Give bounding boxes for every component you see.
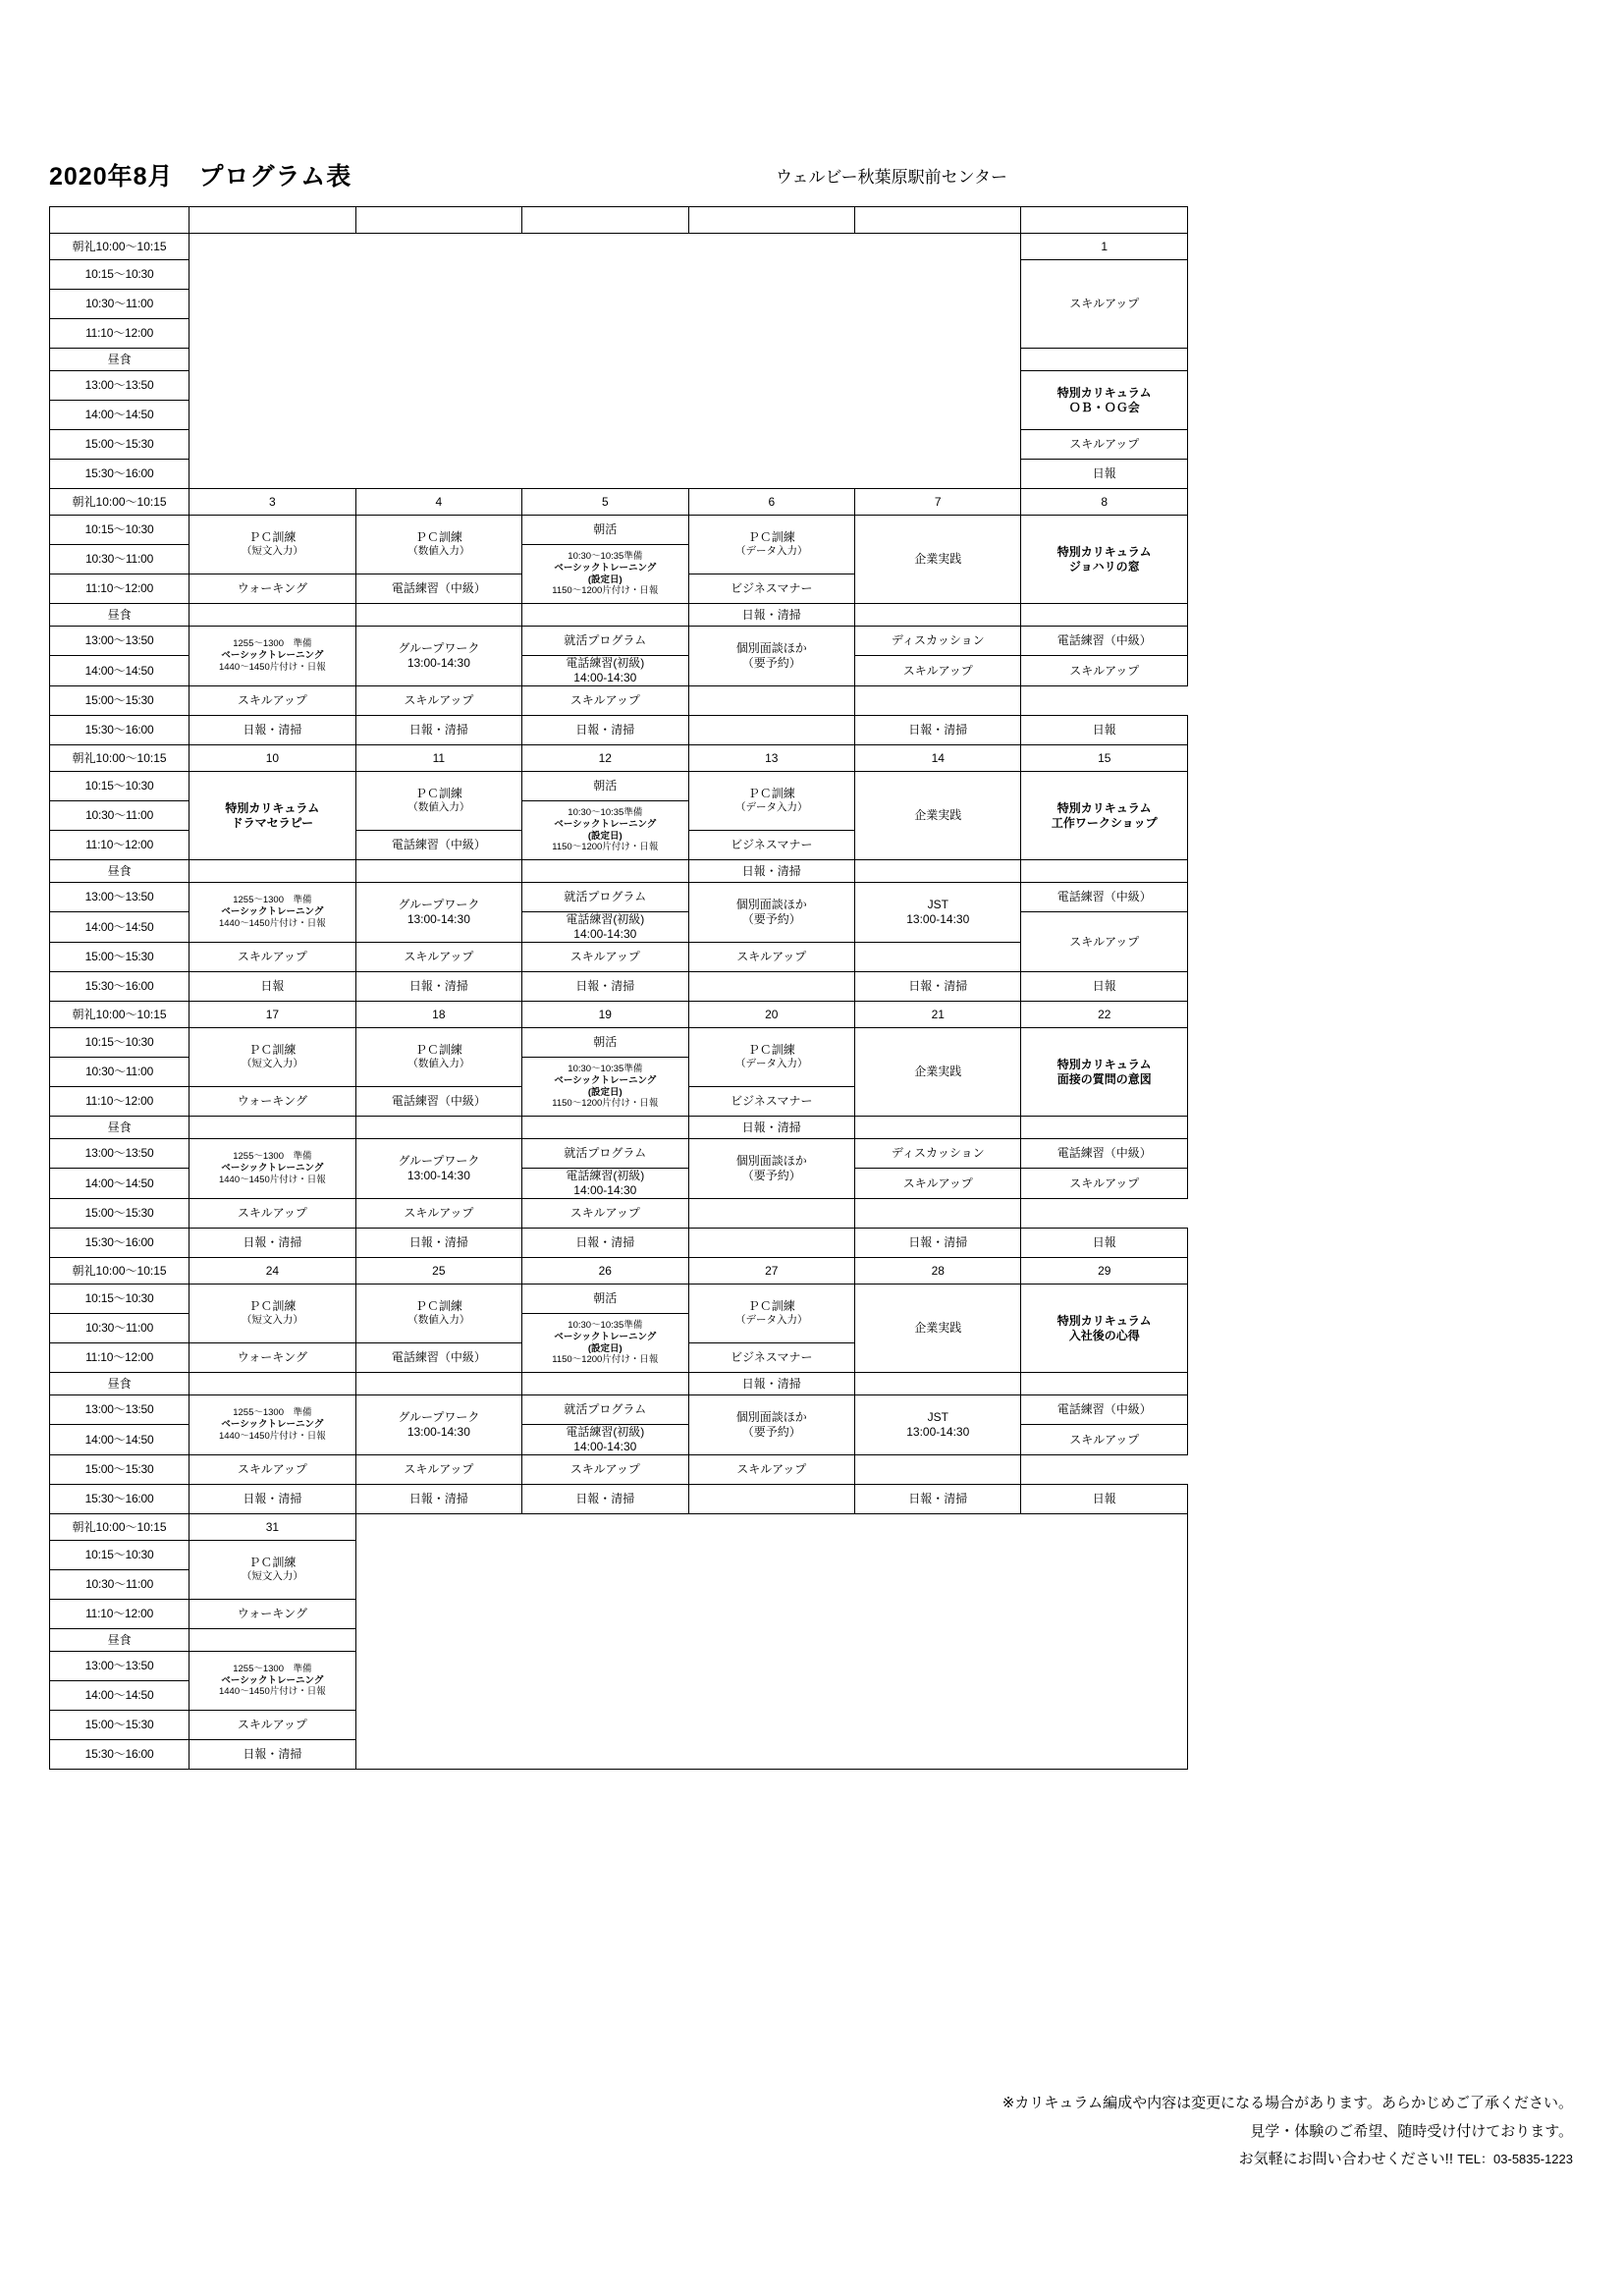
day-cell-20: 20 xyxy=(688,1002,854,1028)
week-3-daynum-row xyxy=(50,745,1188,772)
cell-wed-shukatsu: 就活プログラム xyxy=(522,1139,688,1169)
cell-mon-pc: ＰＣ訓練 （短文入力） xyxy=(189,1541,355,1600)
time-label: 15:00〜15:30 xyxy=(50,686,189,716)
cell-tue-skill: スキルアップ xyxy=(355,1199,521,1229)
row xyxy=(50,1229,1188,1258)
cell-mon-lunch xyxy=(189,1373,355,1395)
cell-tue-pc: ＰＣ訓練 （数値入力） xyxy=(355,516,521,574)
cell-fri-nippo: 日報・清掃 xyxy=(855,716,1021,745)
table-header-row xyxy=(50,207,1188,234)
lunch-label: 昼食 xyxy=(50,604,189,627)
cell-wed-asakatsu: 朝活 xyxy=(522,1028,688,1058)
cell-sat-tokubetsu: 特別カリキュラム ジョハリの窓 xyxy=(1021,516,1188,604)
row xyxy=(50,772,1188,801)
cell-mon-walking: ウォーキング xyxy=(189,574,355,604)
cell-sat-lunch xyxy=(1021,1117,1188,1139)
cell-thu-nippo xyxy=(688,972,854,1002)
cell-tue-lunch xyxy=(355,860,521,883)
day-cell-19: 19 xyxy=(522,1002,688,1028)
day-cell-3: 3 xyxy=(189,489,355,516)
cell-tue-tel: 電話練習（中級） xyxy=(355,1343,521,1373)
cell-wed-asakatsu: 朝活 xyxy=(522,1285,688,1314)
cell-wed-lunch xyxy=(522,860,688,883)
cell-sat-tel: 電話練習（中級） xyxy=(1021,883,1188,912)
time-label: 15:30〜16:00 xyxy=(50,460,189,489)
day-cell-5: 5 xyxy=(522,489,688,516)
cell-thu-kobetsu: 個別面談ほか （要予約） xyxy=(688,1139,854,1199)
cell-mon-walking: ウォーキング xyxy=(189,1343,355,1373)
cell-fri-lunch xyxy=(855,860,1021,883)
cell-thu-manner: ビジネスマナー xyxy=(688,1087,854,1117)
cell-wed-asakatsu: 朝活 xyxy=(522,772,688,801)
cell-fri-skill: スキルアップ xyxy=(855,656,1021,686)
cell-tue-skill: スキルアップ xyxy=(355,943,521,972)
time-label: 15:00〜15:30 xyxy=(50,1199,189,1229)
cell-fri-skill: スキルアップ xyxy=(688,943,854,972)
time-label: 15:00〜15:30 xyxy=(50,943,189,972)
time-label: 14:00〜14:50 xyxy=(50,1169,189,1199)
cell-wed-skill: スキルアップ xyxy=(522,686,688,716)
cell-fri-kigyou: 企業実践 xyxy=(855,772,1021,860)
cell-tue-nippo: 日報・清掃 xyxy=(355,1485,521,1514)
day-cell-26: 26 xyxy=(522,1258,688,1285)
cell-tue-group: グループワーク 13:00-14:30 xyxy=(355,1139,521,1199)
day-cell-27: 27 xyxy=(688,1258,854,1285)
row xyxy=(50,1117,1188,1139)
cell-fri-nippo: 日報・清掃 xyxy=(855,972,1021,1002)
cell-sat-skill: スキルアップ xyxy=(1021,1169,1188,1199)
cell-fri-skill: スキルアップ xyxy=(688,1455,854,1485)
cell-fri-nippo: 日報・清掃 xyxy=(855,1485,1021,1514)
row xyxy=(50,716,1188,745)
time-label: 13:00〜13:50 xyxy=(50,371,189,401)
lunch-label: 昼食 xyxy=(50,1629,189,1652)
cell-wed-tel-shokyu: 電話練習(初級) 14:00-14:30 xyxy=(522,1169,688,1199)
time-label: 10:30〜11:00 xyxy=(50,801,189,831)
cell-mon-skill: スキルアップ xyxy=(189,1455,355,1485)
cell-fri-blank xyxy=(688,1199,854,1229)
cell-wed-lunch xyxy=(522,1117,688,1139)
time-label: 15:00〜15:30 xyxy=(50,1455,189,1485)
row xyxy=(50,516,1188,545)
time-label: 13:00〜13:50 xyxy=(50,883,189,912)
cell-tue-nippo: 日報・清掃 xyxy=(355,716,521,745)
time-label: 14:00〜14:50 xyxy=(50,912,189,943)
cell-mon-lunch xyxy=(189,604,355,627)
row xyxy=(50,943,1188,972)
cell-tue-lunch xyxy=(355,1117,521,1139)
cell-tue-skill: スキルアップ xyxy=(355,686,521,716)
time-label: 11:10〜12:00 xyxy=(50,319,189,349)
time-label: 10:30〜11:00 xyxy=(50,1058,189,1087)
day-cell-24: 24 xyxy=(189,1258,355,1285)
col-time: 時間 xyxy=(50,207,189,234)
cell-mon-skill: スキルアップ xyxy=(189,1711,355,1740)
cell-tue-nippo: 日報・清掃 xyxy=(355,1229,521,1258)
time-label: 10:15〜10:30 xyxy=(50,516,189,545)
cell-thu-kobetsu: 個別面談ほか （要予約） xyxy=(688,627,854,686)
time-label: 11:10〜12:00 xyxy=(50,1087,189,1117)
lunch-label: 昼食 xyxy=(50,349,189,371)
cell-sat-nippo: 日報 xyxy=(1021,972,1188,1002)
cell-thu-pc: ＰＣ訓練 （データ入力） xyxy=(688,1028,854,1087)
cell-mon-skill: スキルアップ xyxy=(189,686,355,716)
day-cell-13: 13 xyxy=(688,745,854,772)
cell-tue-lunch xyxy=(355,1373,521,1395)
cell-thu-nippo xyxy=(688,1485,854,1514)
cell-wed-shukatsu: 就活プログラム xyxy=(522,883,688,912)
time-label: 10:30〜11:00 xyxy=(50,545,189,574)
day-cell-11: 11 xyxy=(355,745,521,772)
schedule-table xyxy=(49,206,1188,1770)
col-thu: 木曜日 xyxy=(688,207,854,234)
day-cell-28: 28 xyxy=(855,1258,1021,1285)
week-2-daynum-row xyxy=(50,489,1188,516)
cell-sat-lunch xyxy=(1021,604,1188,627)
time-label: 朝礼10:00〜10:15 xyxy=(50,1514,189,1541)
cell-sat-tel: 電話練習（中級） xyxy=(1021,1139,1188,1169)
cell-wed-tel-shokyu: 電話練習(初級) 14:00-14:30 xyxy=(522,912,688,943)
time-label: 10:15〜10:30 xyxy=(50,260,189,290)
cell-thu-manner: ビジネスマナー xyxy=(688,574,854,604)
cell-fri-jst: JST 13:00-14:30 xyxy=(855,1395,1021,1455)
cell-mon-lunch xyxy=(189,860,355,883)
cell-wed-skill: スキルアップ xyxy=(522,1455,688,1485)
cell-mon-skill: スキルアップ xyxy=(189,943,355,972)
cell-fri-kigyou: 企業実践 xyxy=(855,1028,1021,1117)
row xyxy=(50,1028,1188,1058)
footer-line-3 xyxy=(1002,2146,1573,2174)
cell-sat1-lunch xyxy=(1021,349,1188,371)
cell-mon-nippo: 日報・清掃 xyxy=(189,1485,355,1514)
cell-tue-nippo: 日報・清掃 xyxy=(355,972,521,1002)
col-fri: 金曜日 xyxy=(855,207,1021,234)
cell-tue-group: グループワーク 13:00-14:30 xyxy=(355,883,521,943)
time-label: 朝礼10:00〜10:15 xyxy=(50,234,189,260)
day-cell-29: 29 xyxy=(1021,1258,1188,1285)
cell-fri-jst: JST 13:00-14:30 xyxy=(855,883,1021,943)
cell-wed-nippo: 日報・清掃 xyxy=(522,1485,688,1514)
cell-mon-basic: 1255〜1300 準備 ベーシックトレーニング 1440〜1450片付け・日報 xyxy=(189,1652,355,1711)
day-cell-15: 15 xyxy=(1021,745,1188,772)
cell-wed-basic: 10:30〜10:35準備 ベーシックトレーニング (設定日) 1150〜1200片付け・日報 xyxy=(522,801,688,860)
row xyxy=(50,1373,1188,1395)
cell-thu-pc: ＰＣ訓練 （データ入力） xyxy=(688,1285,854,1343)
cell-wed-shukatsu: 就活プログラム xyxy=(522,627,688,656)
cell-wed-basic: 10:30〜10:35準備 ベーシックトレーニング (設定日) 1150〜1200片付け・日報 xyxy=(522,1314,688,1373)
time-label: 15:00〜15:30 xyxy=(50,1711,189,1740)
cell-tue-pc: ＰＣ訓練 （数値入力） xyxy=(355,1285,521,1343)
cell-sat1-nippo: 日報 xyxy=(1021,460,1188,489)
cell-mon-tokubetsu: 特別カリキュラム ドラマセラピー xyxy=(189,772,355,860)
cell-mon-nippo: 日報・清掃 xyxy=(189,716,355,745)
cell-sat-tokubetsu: 特別カリキュラム 入社後の心得 xyxy=(1021,1285,1188,1373)
cell-tue-group: グループワーク 13:00-14:30 xyxy=(355,1395,521,1455)
time-label: 朝礼10:00〜10:15 xyxy=(50,745,189,772)
cell-tue-tel: 電話練習（中級） xyxy=(355,574,521,604)
cell-fri-lunch xyxy=(855,1117,1021,1139)
row xyxy=(50,883,1188,912)
cell-sat1-am: スキルアップ xyxy=(1021,260,1188,349)
cell-thu-kobetsu: 個別面談ほか （要予約） xyxy=(688,1395,854,1455)
cell-thu-nippo xyxy=(688,716,854,745)
lunch-label: 昼食 xyxy=(50,860,189,883)
cell-thu-manner: ビジネスマナー xyxy=(688,831,854,860)
cell-wed-asakatsu: 朝活 xyxy=(522,516,688,545)
cell-wed-tel-shokyu: 電話練習(初級) 14:00-14:30 xyxy=(522,1425,688,1455)
row xyxy=(50,1285,1188,1314)
cell-wed-tel-shokyu: 電話練習(初級) 14:00-14:30 xyxy=(522,656,688,686)
day-cell-6: 6 xyxy=(688,489,854,516)
row xyxy=(50,686,1188,716)
cell-wed-lunch xyxy=(522,604,688,627)
cell-thu-manner: ビジネスマナー xyxy=(688,1343,854,1373)
document-header xyxy=(49,157,1581,196)
cell-thu-nippo xyxy=(688,1229,854,1258)
day-cell-1: 1 xyxy=(1021,234,1188,260)
cell-wed-lunch xyxy=(522,1373,688,1395)
cell-thu-lunch: 日報・清掃 xyxy=(688,604,854,627)
time-label: 10:15〜10:30 xyxy=(50,1541,189,1570)
row xyxy=(50,860,1188,883)
cell-wed-nippo: 日報・清掃 xyxy=(522,716,688,745)
footer-line-1: ※カリキュラム編成や内容は変更になる場合があります。あらかじめご了承ください。 xyxy=(1001,2095,1573,2111)
day-cell-10: 10 xyxy=(189,745,355,772)
cell-mon-pc: ＰＣ訓練 （短文入力） xyxy=(189,1285,355,1343)
time-label: 10:30〜11:00 xyxy=(50,1570,189,1600)
row xyxy=(50,1139,1188,1169)
cell-fri-lunch xyxy=(855,604,1021,627)
cell-mon-pc: ＰＣ訓練 （短文入力） xyxy=(189,1028,355,1087)
lunch-label: 昼食 xyxy=(50,1117,189,1139)
cell-wed-skill: スキルアップ xyxy=(522,1199,688,1229)
time-label: 15:00〜15:30 xyxy=(50,430,189,460)
time-label: 10:30〜11:00 xyxy=(50,290,189,319)
empty-week-block xyxy=(355,1514,1187,1770)
day-cell-14: 14 xyxy=(855,745,1021,772)
row xyxy=(50,604,1188,627)
cell-mon-basic: 1255〜1300 準備 ベーシックトレーニング 1440〜1450片付け・日報 xyxy=(189,883,355,943)
cell-fri-nippo: 日報・清掃 xyxy=(855,1229,1021,1258)
time-label: 15:30〜16:00 xyxy=(50,1229,189,1258)
time-label: 15:30〜16:00 xyxy=(50,1740,189,1770)
cell-mon-basic: 1255〜1300 準備 ベーシックトレーニング 1440〜1450片付け・日報 xyxy=(189,627,355,686)
cell-mon-basic: 1255〜1300 準備 ベーシックトレーニング 1440〜1450片付け・日報 xyxy=(189,1139,355,1199)
week-1-daynum-row xyxy=(50,234,1188,260)
time-label: 11:10〜12:00 xyxy=(50,1343,189,1373)
day-cell-31: 31 xyxy=(189,1514,355,1541)
cell-sat-nippo: 日報 xyxy=(1021,716,1188,745)
cell-sat-tokubetsu: 特別カリキュラム 面接の質問の意図 xyxy=(1021,1028,1188,1117)
cell-sat-tokubetsu: 特別カリキュラム 工作ワークショップ xyxy=(1021,772,1188,860)
footer-contact-text: お気軽にお問い合わせください!! xyxy=(1238,2151,1454,2167)
time-label: 10:30〜11:00 xyxy=(50,1314,189,1343)
row xyxy=(50,1485,1188,1514)
cell-thu-kobetsu: 個別面談ほか （要予約） xyxy=(688,883,854,943)
cell-fri-kigyou: 企業実践 xyxy=(855,1285,1021,1373)
time-label: 13:00〜13:50 xyxy=(50,1395,189,1425)
time-label: 10:15〜10:30 xyxy=(50,772,189,801)
cell-mon-pc: ＰＣ訓練 （短文入力） xyxy=(189,516,355,574)
week-4-daynum-row xyxy=(50,1002,1188,1028)
time-label: 朝礼10:00〜10:15 xyxy=(50,489,189,516)
cell-wed-skill: スキルアップ xyxy=(522,943,688,972)
cell-sat-tel: 電話練習（中級） xyxy=(1021,627,1188,656)
day-cell-8: 8 xyxy=(1021,489,1188,516)
cell-fri-blank xyxy=(688,686,854,716)
empty-week-block xyxy=(189,234,1021,489)
cell-fri-discussion: ディスカッション xyxy=(855,1139,1021,1169)
time-label: 11:10〜12:00 xyxy=(50,831,189,860)
day-cell-25: 25 xyxy=(355,1258,521,1285)
cell-sat-blank xyxy=(855,1199,1021,1229)
cell-sat-tel: 電話練習（中級） xyxy=(1021,1395,1188,1425)
time-label: 10:15〜10:30 xyxy=(50,1028,189,1058)
time-label: 15:30〜16:00 xyxy=(50,972,189,1002)
cell-sat-nippo: 日報 xyxy=(1021,1229,1188,1258)
page-title: 2020年8月 プログラム表 xyxy=(49,163,352,191)
time-label: 15:30〜16:00 xyxy=(50,716,189,745)
cell-fri-lunch xyxy=(855,1373,1021,1395)
day-cell-22: 22 xyxy=(1021,1002,1188,1028)
time-label: 14:00〜14:50 xyxy=(50,1425,189,1455)
col-wed: 水曜日 xyxy=(522,207,688,234)
week-5-daynum-row xyxy=(50,1258,1188,1285)
cell-sat-skill: スキルアップ xyxy=(1021,912,1188,972)
cell-tue-tel: 電話練習（中級） xyxy=(355,1087,521,1117)
footer-notes xyxy=(1002,2090,1573,2174)
cell-thu-lunch: 日報・清掃 xyxy=(688,1373,854,1395)
cell-mon-lunch xyxy=(189,1117,355,1139)
time-label: 11:10〜12:00 xyxy=(50,1600,189,1629)
cell-wed-basic: 10:30〜10:35準備 ベーシックトレーニング (設定日) 1150〜1200片付け・日報 xyxy=(522,545,688,604)
cell-wed-shukatsu: 就活プログラム xyxy=(522,1395,688,1425)
day-cell-18: 18 xyxy=(355,1002,521,1028)
cell-tue-tel: 電話練習（中級） xyxy=(355,831,521,860)
cell-mon-walking: ウォーキング xyxy=(189,1087,355,1117)
cell-fri-kigyou: 企業実践 xyxy=(855,516,1021,604)
time-label: 13:00〜13:50 xyxy=(50,627,189,656)
time-label: 13:00〜13:50 xyxy=(50,1139,189,1169)
day-cell-7: 7 xyxy=(855,489,1021,516)
cell-fri-skill: スキルアップ xyxy=(855,1169,1021,1199)
time-label: 11:10〜12:00 xyxy=(50,574,189,604)
cell-wed-nippo: 日報・清掃 xyxy=(522,972,688,1002)
time-label: 14:00〜14:50 xyxy=(50,401,189,430)
time-label: 14:00〜14:50 xyxy=(50,656,189,686)
day-cell-21: 21 xyxy=(855,1002,1021,1028)
cell-fri-discussion: ディスカッション xyxy=(855,627,1021,656)
day-cell-12: 12 xyxy=(522,745,688,772)
cell-tue-pc: ＰＣ訓練 （数値入力） xyxy=(355,1028,521,1087)
lunch-label: 昼食 xyxy=(50,1373,189,1395)
time-label: 朝礼10:00〜10:15 xyxy=(50,1258,189,1285)
row xyxy=(50,1199,1188,1229)
cell-sat1-skill: スキルアップ xyxy=(1021,430,1188,460)
time-label: 朝礼10:00〜10:15 xyxy=(50,1002,189,1028)
col-sat: 土曜日 xyxy=(1021,207,1188,234)
cell-thu-pc: ＰＣ訓練 （データ入力） xyxy=(688,516,854,574)
day-cell-17: 17 xyxy=(189,1002,355,1028)
cell-sat-lunch xyxy=(1021,1373,1188,1395)
row xyxy=(50,1455,1188,1485)
week-6-daynum-row xyxy=(50,1514,1188,1541)
cell-tue-pc: ＰＣ訓練 （数値入力） xyxy=(355,772,521,831)
cell-wed-nippo: 日報・清掃 xyxy=(522,1229,688,1258)
cell-mon-walking: ウォーキング xyxy=(189,1600,355,1629)
row xyxy=(50,627,1188,656)
cell-tue-skill: スキルアップ xyxy=(355,1455,521,1485)
center-name: ウェルビー秋葉原駅前センター xyxy=(776,168,1007,187)
cell-sat-blank xyxy=(855,1455,1021,1485)
time-label: 15:30〜16:00 xyxy=(50,1485,189,1514)
cell-thu-lunch: 日報・清掃 xyxy=(688,1117,854,1139)
cell-mon-nippo: 日報・清掃 xyxy=(189,1740,355,1770)
cell-sat-nippo: 日報 xyxy=(1021,1485,1188,1514)
time-label: 14:00〜14:50 xyxy=(50,1681,189,1711)
cell-mon-nippo: 日報 xyxy=(189,972,355,1002)
cell-sat-blank xyxy=(855,686,1021,716)
time-label: 10:15〜10:30 xyxy=(50,1285,189,1314)
cell-sat1-pm: 特別カリキュラム ＯＢ・ＯＧ会 xyxy=(1021,371,1188,430)
cell-mon-lunch xyxy=(189,1629,355,1652)
col-mon: 月曜日 xyxy=(189,207,355,234)
time-label: 13:00〜13:50 xyxy=(50,1652,189,1681)
cell-mon-basic: 1255〜1300 準備 ベーシックトレーニング 1440〜1450片付け・日報 xyxy=(189,1395,355,1455)
cell-mon-nippo: 日報・清掃 xyxy=(189,1229,355,1258)
cell-sat-skill: スキルアップ xyxy=(1021,656,1188,686)
cell-tue-lunch xyxy=(355,604,521,627)
footer-line-2: 見学・体験のご希望、随時受け付けております。 xyxy=(1250,2122,1573,2140)
row xyxy=(50,972,1188,1002)
cell-sat-lunch xyxy=(1021,860,1188,883)
cell-thu-pc: ＰＣ訓練 （データ入力） xyxy=(688,772,854,831)
row xyxy=(50,1395,1188,1425)
cell-tue-group: グループワーク 13:00-14:30 xyxy=(355,627,521,686)
day-cell-4: 4 xyxy=(355,489,521,516)
cell-sat-skill: スキルアップ xyxy=(1021,1425,1188,1455)
cell-thu-lunch: 日報・清掃 xyxy=(688,860,854,883)
cell-mon-skill: スキルアップ xyxy=(189,1199,355,1229)
cell-wed-basic: 10:30〜10:35準備 ベーシックトレーニング (設定日) 1150〜1200片付け・日報 xyxy=(522,1058,688,1117)
footer-tel: TEL：03-5835-1223 xyxy=(1457,2152,1573,2166)
col-tue: 火曜日 xyxy=(355,207,521,234)
